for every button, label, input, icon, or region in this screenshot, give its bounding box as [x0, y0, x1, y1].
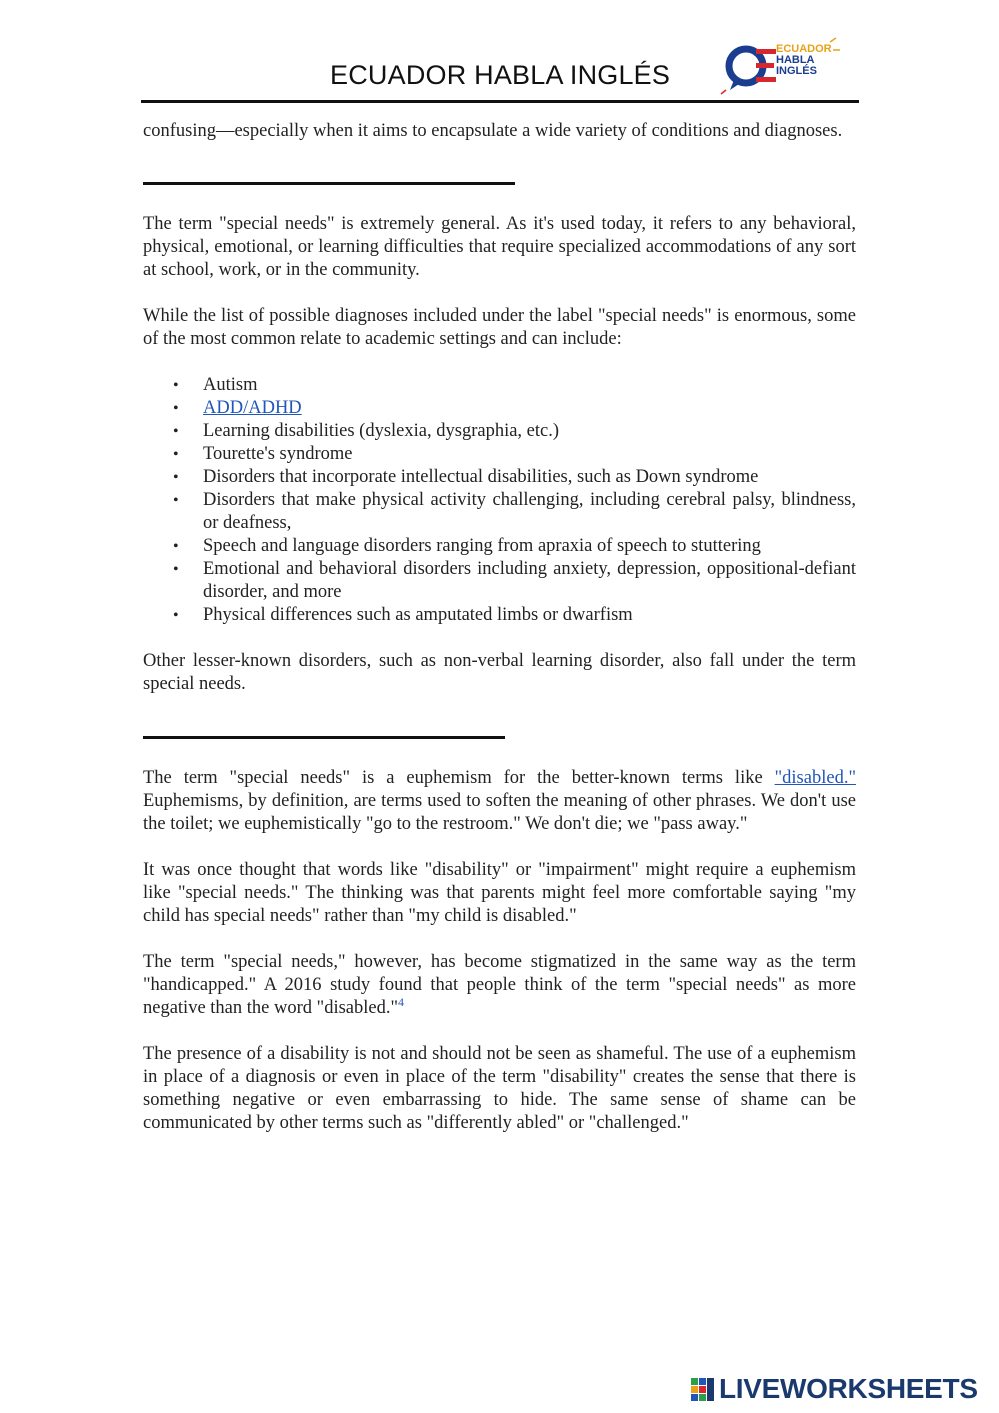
- paragraph: confusing—especially when it aims to encapsulate a wide variety of conditions and diagnoses.: [143, 121, 843, 141]
- list-item: • Speech and language disorders ranging from apraxia of speech to stuttering: [203, 535, 856, 558]
- logo-word-habla: HABLA: [776, 54, 815, 66]
- list-item: • Disorders that incorporate intellectual disabilities, such as Down syndrome: [203, 466, 856, 489]
- answer-blank-1: [143, 182, 515, 185]
- list-item: [203, 397, 856, 420]
- paragraph-text: The term "special needs" is a euphemism for the better-known terms like: [143, 768, 775, 788]
- list-item: • Emotional and behavioral disorders including anxiety, depression, oppositional-defiant disorder, and more: [203, 558, 856, 604]
- diagnoses-list: [143, 374, 856, 627]
- paragraph-text: Euphemisms, by definition, are terms used to soften the meaning of other phrases. We don't use the toilet; we euphemistically "go to the restroom." We don't die; we "pass away.": [143, 791, 856, 834]
- paragraph: It was once thought that words like "disability" or "impairment" might require a euphemism like "special needs." The thinking was that parents might feel more comfortable saying "my child has special needs" rather than "my child is disabled.": [143, 860, 856, 926]
- disabled-link[interactable]: "disabled.": [774, 768, 856, 788]
- liveworksheets-footer: [690, 1372, 978, 1406]
- paragraph: [143, 767, 856, 836]
- list-item: • Disorders that make physical activity challenging, including cerebral palsy, blindness, or deafness,: [203, 489, 856, 535]
- list-item: • Physical differences such as amputated limbs or dwarfism: [203, 604, 856, 627]
- liveworksheets-logo-icon: [690, 1376, 716, 1402]
- paragraph: The term "special needs" is extremely general. As it's used today, it refers to any behavioral, physical, emotional, or learning difficulties that require specialized accommodations of any sort at school, work, or in the community.: [143, 214, 856, 280]
- page-title: ECUADOR HABLA INGLÉS: [330, 60, 671, 90]
- answer-blank-2: [143, 736, 505, 739]
- paragraph: [143, 951, 856, 1020]
- list-item: • Autism: [203, 374, 856, 397]
- list-item: • Learning disabilities (dyslexia, dysgraphia, etc.): [203, 420, 856, 443]
- header-divider: [141, 100, 859, 103]
- logo-text: [776, 44, 832, 77]
- worksheet-body: [143, 120, 856, 1135]
- add-adhd-link[interactable]: ADD/ADHD: [203, 398, 302, 418]
- logo-word-ingles: INGLÉS: [776, 65, 817, 77]
- paragraph: While the list of possible diagnoses included under the label "special needs" is enormous, some of the most common relate to academic settings and can include:: [143, 306, 856, 349]
- paragraph: The presence of a disability is not and should not be seen as shameful. The use of a euphemism in place of a diagnosis or even in place of the term "disability" creates the sense that there is something negative or even embarrassing to hide. The same sense of shame can be communicated by other terms such as "differently abled" or "challenged.": [143, 1044, 856, 1133]
- paragraph-text: The term "special needs," however, has become stigmatized in the same way as the term "handicapped." A 2016 study found that people think of the term "special needs" as more negative than the word "disabled.": [143, 952, 856, 1018]
- logo-word-ecuador: ECUADOR: [776, 43, 832, 55]
- liveworksheets-brand: LIVEWORKSHEETS: [719, 1373, 978, 1404]
- paragraph: Other lesser-known disorders, such as non-verbal learning disorder, also fall under the term special needs.: [143, 651, 856, 694]
- list-item: • Tourette's syndrome: [203, 443, 856, 466]
- footnote-link[interactable]: 4: [398, 994, 405, 1009]
